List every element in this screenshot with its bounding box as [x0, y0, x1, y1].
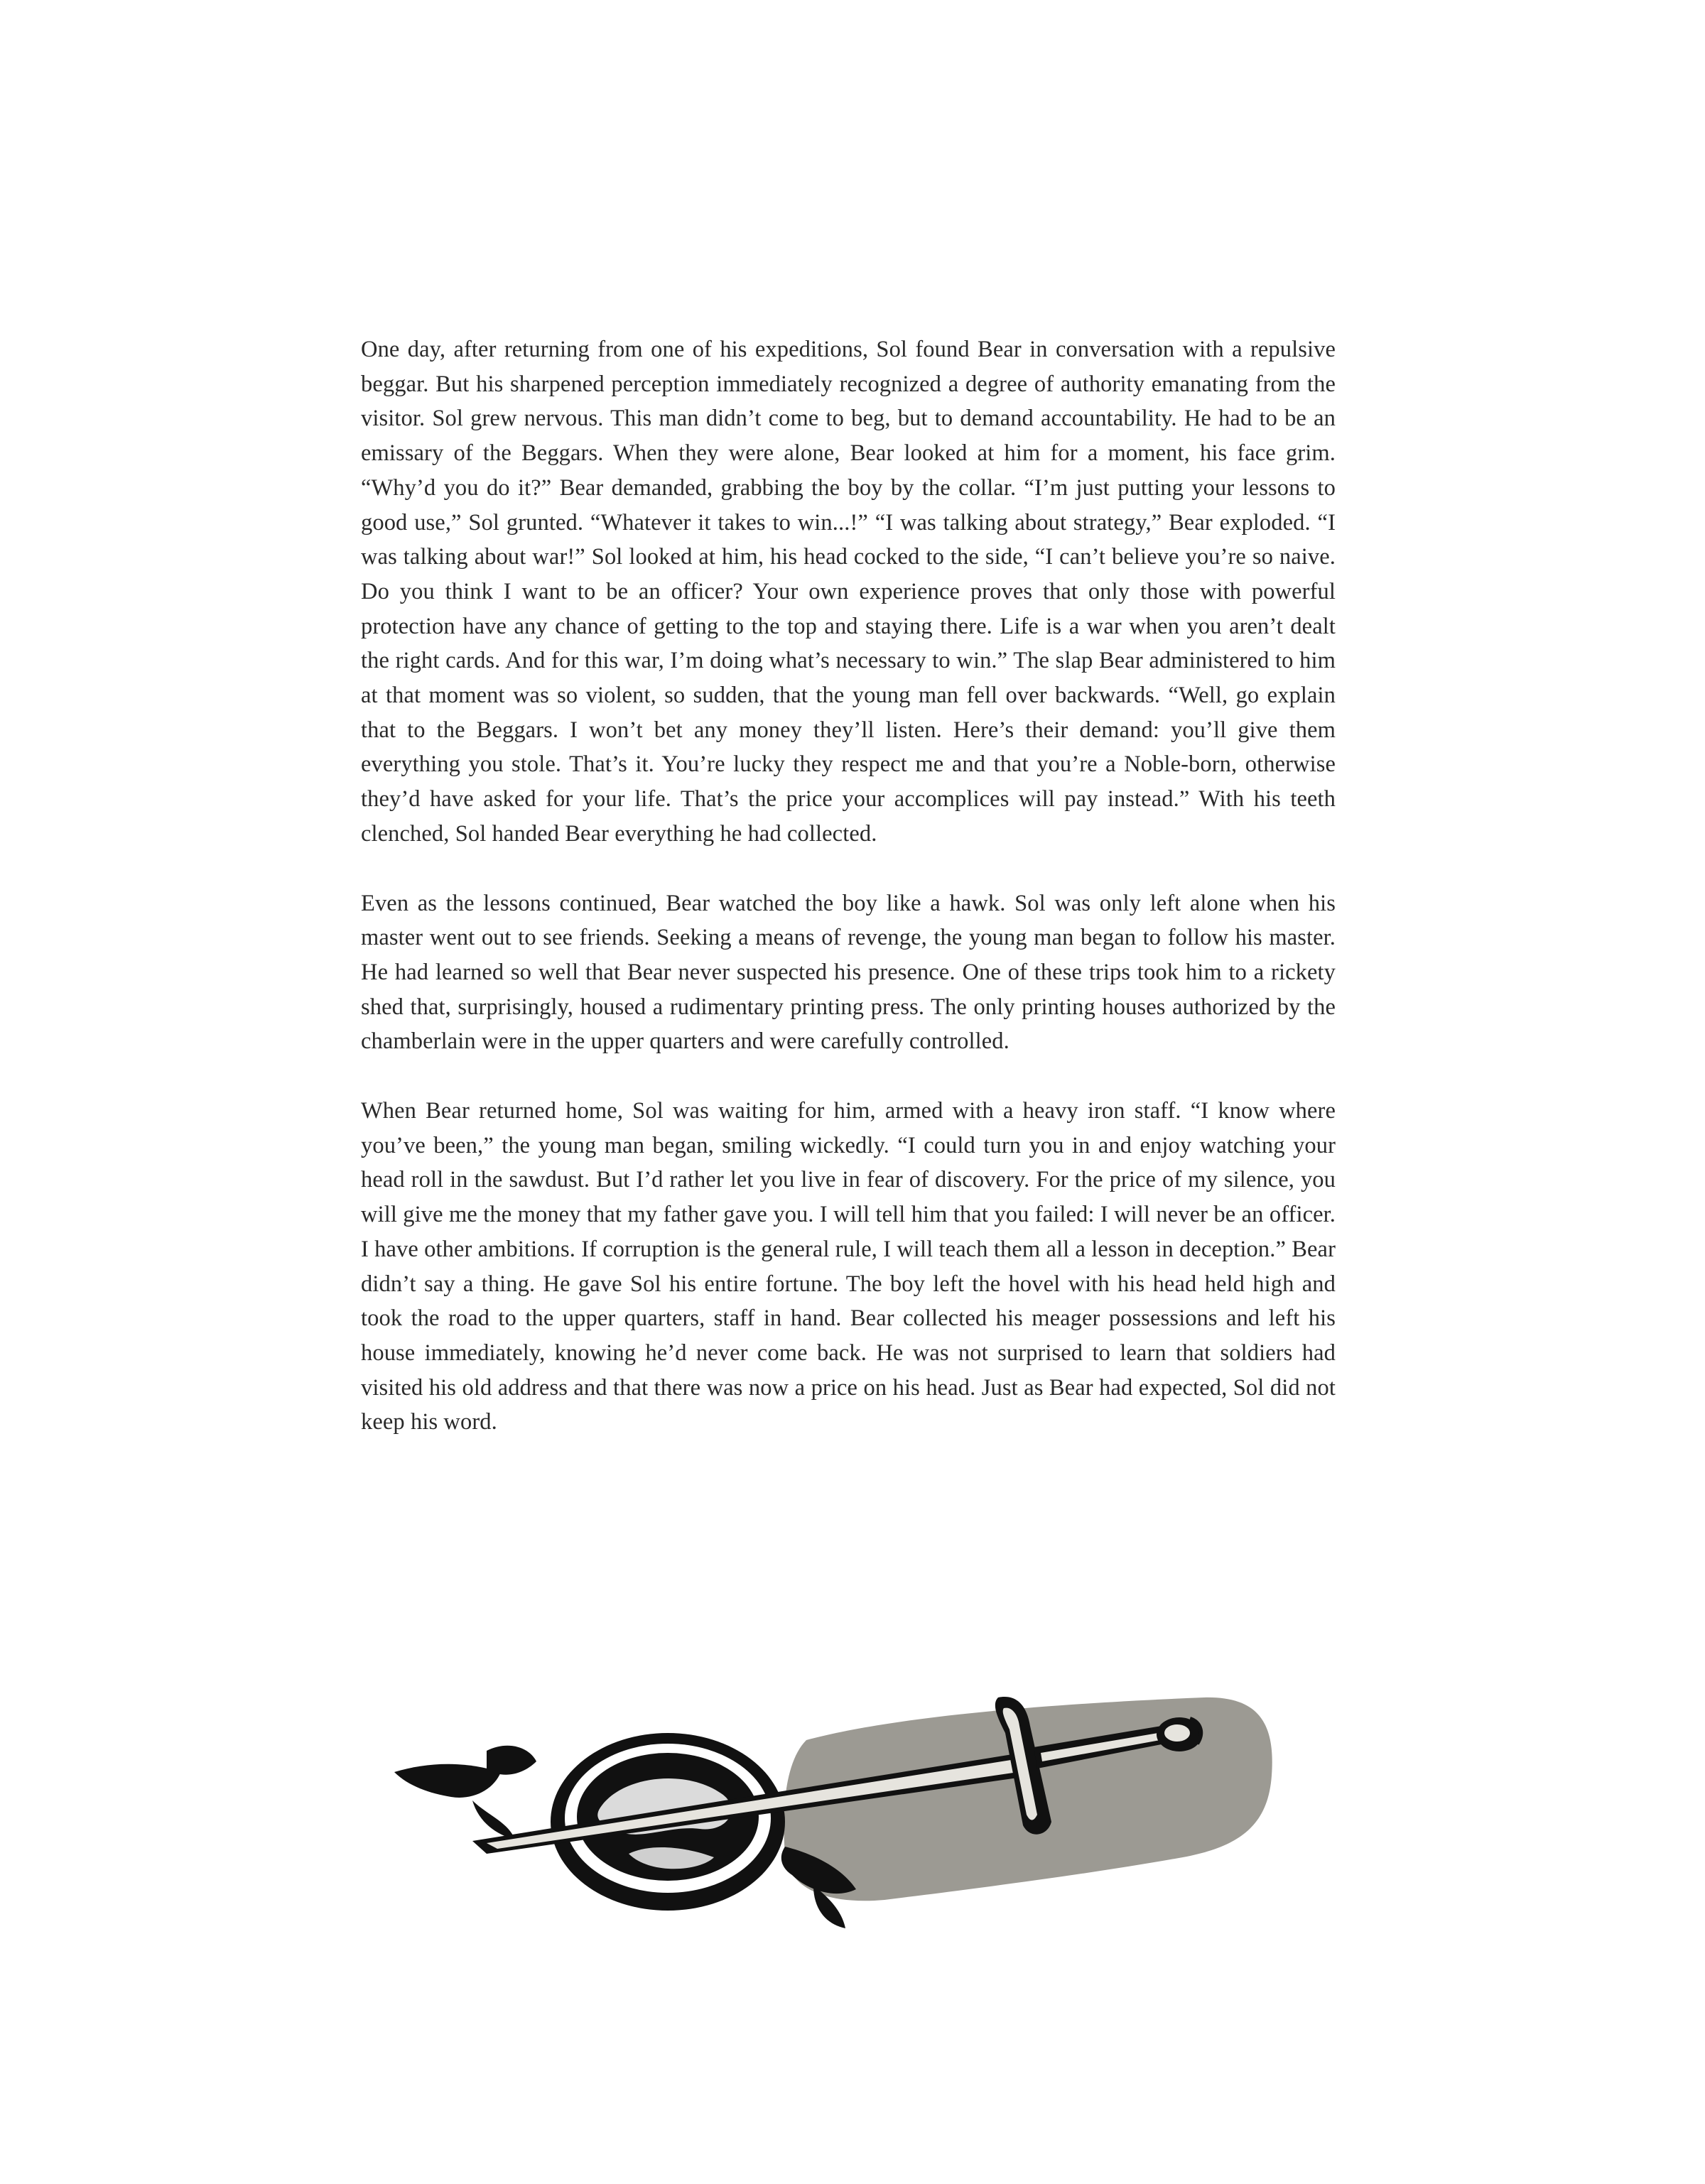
story-text	[361, 332, 1336, 1474]
tattered-cloth-left	[394, 1764, 501, 1798]
paragraph-sol-betrayal: When Bear returned home, Sol was waiting for him, armed with a heavy iron staff. “I know where you’ve been,” the young man began, smiling wickedly. “I could turn you in and enjoy watching your head roll in the sawdust. But I’d rather let you live in fear of discovery. For the price of my silence, you will give me the money that my father gave you. I will tell him that you failed: I will never be an officer. I have other ambitions. If corruption is the general rule, I will teach them all a lesson in deception.” Bear didn’t say a thing. He gave Sol his entire fortune. The boy left the hovel with his head held high and took the road to the upper quarters, staff in hand. Bear collected his meager possessions and left his house immediately, knowing he’d never come back. He was not surprised to learn that soldiers had visited his old address and that there was now a price on his head. Just as Bear had expected, Sol did not keep his word.	[361, 1098, 1336, 1435]
sword-and-shield-illustration	[387, 1655, 1311, 1939]
paragraph-printing-press: Even as the lessons continued, Bear watched the boy like a hawk. Sol was only left alone when his master went out to see friends. Seeking a means of revenge, the young man began to follow his master. He had learned so well that Bear never suspected his presence. One of these trips took him to a rickety shed that, surprisingly, housed a rudimentary printing press. The only printing houses authorized by the chamberlain were in the upper quarters and were carefully controlled.	[361, 890, 1336, 1055]
paragraph-beggars-demand: One day, after returning from one of his expeditions, Sol found Bear in conversation with a repulsive beggar. But his sharpened perception immediately recognized a degree of authority emanating from the visitor. Sol grew nervous. This man didn’t come to beg, but to demand accountability. He had to be an emissary of the Beggars. When they were alone, Bear looked at him for a moment, his face grim. “Why’d you do it?” Bear demanded, grabbing the boy by the collar. “I’m just putting your lessons to good use,” Sol grunted. “Whatever it takes to win...!” “I was talking about strategy,” Bear exploded. “I was talking about war!” Sol looked at him, his head cocked to the side, “I can’t believe you’re so naive. Do you think I want to be an officer? Your own experience proves that only those with powerful protection have any chance of getting to the top and staying there. Life is a war when you aren’t dealt the right cards. And for this war, I’m doing what’s necessary to win.” The slap Bear administered to him at that moment was so violent, so sudden, that the young man fell over backwards. “Well, go explain that to the Beggars. I won’t bet any money they’ll listen. Here’s their demand: you’ll give them everything you stole. That’s it. You’re lucky they respect me and that you’re a Noble-born, otherwise they’d have asked for your life. That’s the price your accomplices will pay instead.” With his teeth clenched, Sol handed Bear everything he had collected.	[361, 337, 1336, 847]
